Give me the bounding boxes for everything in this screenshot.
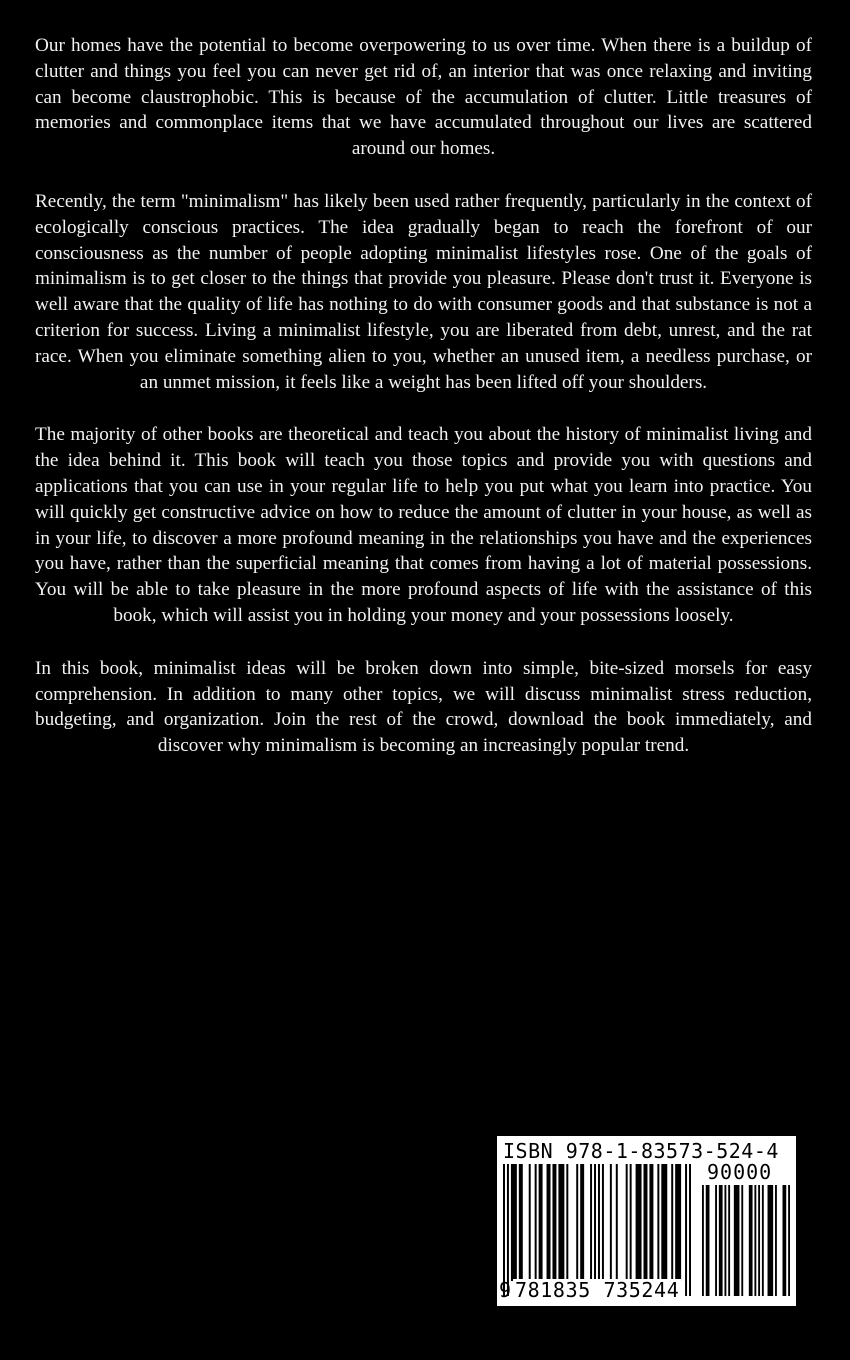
barcode-bar xyxy=(754,1185,756,1296)
barcode-bar xyxy=(685,1164,687,1296)
barcode-bar xyxy=(616,1164,618,1281)
barcode-bar xyxy=(602,1164,604,1281)
barcode-bar xyxy=(610,1164,612,1281)
blurb-paragraph-3: The majority of other books are theoretical and teach you about the history of minimalist living and the idea behind it. This book will teach you those topics and provide you with questions and applications that you can use in your regular life to help you put what you learn into practice. You will quickly get constructive advice on how to reduce the amount of clutter in your house, as well as in your life, to discover a more profound meaning in the relationships you have and the experiences you have, rather than the superficial meaning that comes from having a lot of material possessions. You will be able to take pleasure in the more profound aspects of life with the assistance of this book, which will assist you in holding your money and your possessions loosely. xyxy=(35,424,812,626)
barcode-bar xyxy=(671,1164,673,1281)
barcode-bar xyxy=(657,1164,659,1281)
barcode-bar xyxy=(661,1164,667,1281)
barcode-bar xyxy=(529,1164,531,1281)
barcode-bar xyxy=(675,1164,681,1281)
barcode-bar xyxy=(719,1185,723,1296)
barcode-bar xyxy=(758,1185,760,1296)
barcode-bar xyxy=(788,1185,790,1296)
barcode-bar xyxy=(649,1164,653,1281)
price-code: 90000 xyxy=(707,1160,773,1184)
barcode-bar xyxy=(566,1164,568,1281)
barcode-bar xyxy=(507,1164,509,1296)
barcode-bar xyxy=(547,1164,551,1281)
barcode-bar xyxy=(590,1164,592,1281)
barcode-bar xyxy=(724,1185,726,1296)
barcode-bar xyxy=(552,1164,556,1281)
addon-bars xyxy=(702,1185,790,1296)
barcode-bar xyxy=(783,1185,787,1296)
barcode-bar xyxy=(775,1185,777,1296)
barcode-bar xyxy=(706,1185,710,1296)
isbn-label: ISBN 978-1-83573-524-4 xyxy=(503,1139,779,1163)
blurb-paragraph-1: Our homes have the potential to become overpowering to us over time. When there is a buildup of clutter and things you feel you can never get rid of, an interior that was once relaxing and inviting can become claustrophobic. This is because of the accumulation of clutter. Little treasures of memories and commonplace items that we have accumulated throughout our lives are scattered around our homes. xyxy=(35,35,812,160)
blurb-paragraph-2: Recently, the term "minimalism" has likely been used rather frequently, particularly in the context of ecologically conscious practices. The idea gradually began to reach the forefront of our consciousness as the number of people adopting minimalist lifestyles rose. One of the goals of minimalism is to get closer to the things that provide you pleasure. Please don't trust it. Everyone is well aware that the quality of life has nothing to do with consumer goods and that substance is not a criterion for success. Living a minimalist lifestyle, you are liberated from debt, unrest, and the rat race. When you eliminate something alien to you, whether an unused item, a needless purchase, or an unmet mission, it feels like a weight has been lifted off your shoulders. xyxy=(35,190,812,393)
ean13-bars-graphic xyxy=(503,1164,691,1296)
barcode-bar xyxy=(576,1164,578,1281)
barcode-bar xyxy=(762,1185,764,1296)
barcode-bar xyxy=(715,1185,717,1296)
barcode-bar xyxy=(702,1185,704,1296)
barcode-bar xyxy=(636,1164,642,1281)
barcode-bar xyxy=(728,1185,730,1296)
barcode-bar xyxy=(626,1164,628,1281)
ean13-digits xyxy=(499,1279,681,1301)
ean13-digit-groups: 781835 735244 xyxy=(515,1278,680,1302)
barcode-bar xyxy=(644,1164,648,1281)
barcode-bar xyxy=(594,1164,596,1296)
barcode-bar xyxy=(580,1164,584,1281)
barcode-bar xyxy=(519,1164,523,1281)
barcode-bar xyxy=(768,1185,774,1296)
barcode-bar xyxy=(558,1164,564,1281)
barcode-bar xyxy=(539,1164,543,1281)
isbn-barcode xyxy=(497,1136,796,1306)
ean13-bars xyxy=(503,1164,691,1296)
addon-bars-graphic xyxy=(702,1185,790,1296)
back-cover-blurb xyxy=(35,33,812,786)
barcode-bar xyxy=(749,1185,753,1296)
barcode-bar xyxy=(630,1164,632,1281)
ean13-first-digit: 9 xyxy=(499,1278,512,1302)
barcode-bar xyxy=(503,1164,505,1296)
barcode-bar xyxy=(741,1185,743,1296)
blurb-paragraph-4: In this book, minimalist ideas will be broken down into simple, bite-sized morsels for easy comprehension. In addition to many other topics, we will discuss minimalist stress reduction, budgeting, and organization. Join the rest of the crowd, download the book immediately, and discover why minimalism is becoming an increasingly popular trend. xyxy=(35,657,812,757)
barcode-bar xyxy=(734,1185,740,1296)
barcode-bar xyxy=(511,1164,517,1281)
barcode-bar xyxy=(598,1164,600,1296)
barcode-bar xyxy=(535,1164,537,1281)
barcode-bar xyxy=(689,1164,691,1296)
